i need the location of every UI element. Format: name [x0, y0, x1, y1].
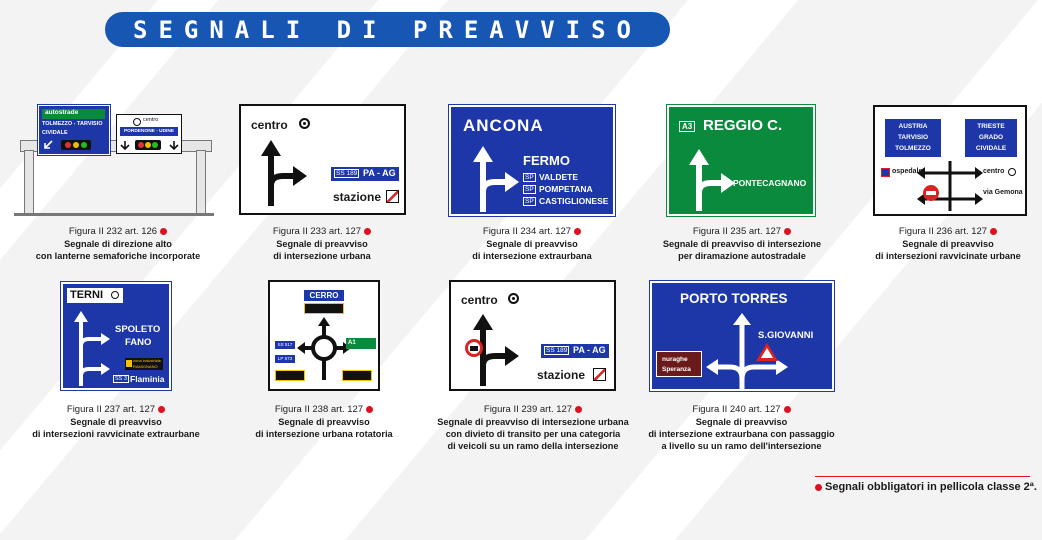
light-yellow-icon [145, 142, 151, 148]
sign-232-centro: centro [143, 117, 159, 123]
sign-237-fano: FANO [125, 337, 152, 348]
centro-target-icon [111, 291, 119, 299]
red-dot-icon [158, 406, 165, 413]
caption-desc-line: Segnale di preavviso di intersezione [662, 239, 822, 249]
caption-235 [642, 226, 842, 262]
sign-236-via: via Gemona [983, 189, 1023, 196]
sign-237-spoleto: SPOLETO [115, 324, 161, 335]
a1-badge: A1 [348, 340, 356, 346]
caption-number: Figura II 239 art. 127 [483, 404, 573, 415]
split-arrow-icon [679, 145, 739, 211]
box-line: TOLMEZZO [895, 145, 931, 152]
caption-desc-line: di intersezione extraurbana [472, 251, 592, 261]
sign-238-cerro: CERRO [309, 291, 339, 300]
blue-box-left [885, 119, 941, 157]
footer-note [815, 481, 1037, 493]
caption-239 [422, 404, 644, 452]
centro-target-icon [508, 293, 519, 304]
light-red-icon [138, 142, 144, 148]
road-panel [331, 167, 399, 181]
caption-238 [224, 404, 424, 440]
caption-desc-line: Segnale di preavviso [70, 417, 162, 427]
blue-box-right [965, 119, 1017, 157]
split-arrow-icon [463, 142, 523, 212]
sign-232-pordenone: PORDENONE - UDINE [123, 129, 175, 134]
motorway-code-badge: A3 [679, 121, 695, 132]
caption-desc-line: di intersezioni ravvicinate urbane [875, 251, 1021, 261]
sign-232-right [116, 114, 182, 154]
hospital-icon [881, 168, 890, 177]
caption-desc-line: di veicoli su un ramo della intersezione [447, 441, 619, 451]
red-dot-icon [990, 228, 997, 235]
caption-234 [432, 226, 632, 262]
red-dot-icon [575, 406, 582, 413]
sign-234-dest: VALDETE [539, 172, 579, 182]
road-destination: PA - AG [363, 168, 396, 178]
brown-line: Speranza [662, 366, 691, 373]
arrow-icon [43, 140, 53, 150]
footer-divider [815, 476, 1030, 477]
no-entry-icon [923, 185, 939, 201]
lp-panel [275, 355, 295, 363]
sign-232-line1: TOLMEZZO - TARVISIO [42, 121, 103, 127]
double-split-arrow-icon [69, 308, 119, 386]
red-dot-icon [160, 228, 167, 235]
caption-236 [848, 226, 1042, 262]
light-green-icon [81, 142, 87, 148]
caption-number: Figura II 236 art. 127 [898, 226, 988, 237]
sp-badge: SP [525, 174, 534, 181]
arrow-down-left-icon [120, 140, 130, 150]
caption-desc-line: di intersezioni ravvicinate extraurbane [32, 429, 200, 439]
ss-panel [275, 341, 295, 349]
box-line: GRADO [978, 134, 1004, 141]
no-trucks-icon [465, 339, 483, 357]
light-yellow-icon [73, 142, 79, 148]
caption-desc-line: a livello su un ramo dell'intersezione [661, 441, 822, 451]
brown-line: nuraghe [662, 356, 688, 363]
caption-desc-line: Segnale di preavviso [486, 239, 578, 249]
sign-239-stazione: stazione [537, 368, 586, 382]
traffic-light-panel-2 [135, 140, 161, 150]
red-dot-icon [364, 228, 371, 235]
road-panel [541, 344, 609, 358]
caption-desc-line: con lanterne semaforiche incorporate [35, 251, 201, 261]
traffic-light-panel [61, 140, 91, 150]
centro-target-icon [133, 118, 141, 126]
sign-236-ospedale: ospedale [892, 168, 923, 175]
lp-badge: LP 573 [277, 356, 293, 361]
pordenone-panel [120, 127, 178, 136]
sign-234 [449, 105, 615, 216]
sign-234-fermo: FERMO [523, 153, 570, 168]
cerro-panel [304, 290, 344, 301]
box-line: AUSTRIA [898, 123, 928, 130]
caption-desc-line: Segnale di preavviso di intersezione urbana [437, 417, 629, 427]
road-destination: PA - AG [573, 345, 606, 355]
level-crossing-icon [756, 343, 778, 361]
split-arrow-icon [251, 136, 311, 206]
caption-desc-line: per diramazione autostradale [678, 251, 806, 261]
road-number: SS 189 [336, 170, 358, 177]
caption-desc-line: con divieto di transito per una categoria [445, 429, 621, 439]
box-line: TRIESTE [977, 123, 1005, 130]
caption-number: Figura II 233 art. 127 [272, 226, 362, 237]
red-dot-icon [366, 406, 373, 413]
caption-240 [634, 404, 849, 452]
arrow-down-right-icon [169, 140, 179, 150]
sp-badge: SP [525, 186, 534, 193]
road-number: SS 189 [546, 347, 568, 354]
sign-238 [268, 280, 380, 391]
small-line: RAMIGNANO [133, 364, 158, 369]
yellow-panel-top [304, 303, 344, 314]
footer-text: Segnali obbligatori in pellicola classe 2ª. [825, 481, 1037, 493]
sign-236-centro: centro [983, 168, 1005, 175]
terni-panel [67, 288, 123, 303]
red-dot-icon [784, 406, 791, 413]
caption-desc-line: di intersezione urbana [273, 251, 371, 261]
box-line: CIVIDALE [975, 145, 1007, 152]
sign-233-stazione: stazione [333, 190, 382, 204]
ss-badge: SS 517 [277, 342, 293, 347]
sign-240-sgiovanni: S.GIOVANNI [758, 330, 814, 341]
autostrade-label: autostrade [45, 109, 79, 116]
industrial-icon [126, 360, 132, 367]
caption-number: Figura II 234 art. 127 [482, 226, 572, 237]
sp-badge: SP [525, 198, 534, 205]
sign-237-terni: TERNI [70, 289, 103, 301]
sign-233-centro: centro [251, 118, 288, 132]
caption-232 [18, 226, 218, 262]
sign-239 [449, 280, 616, 391]
caption-desc-line: di intersezione urbana rotatoria [255, 429, 393, 439]
train-station-icon [386, 190, 399, 203]
sign-233 [239, 104, 406, 215]
caption-237 [16, 404, 216, 440]
sign-235-reggio: REGGIO C. [703, 117, 783, 134]
caption-number: Figura II 240 art. 127 [692, 404, 781, 415]
caption-233 [222, 226, 422, 262]
small-line: zona industriale [133, 358, 162, 363]
sign-237 [61, 282, 171, 390]
caption-desc-line: Segnale di preavviso [278, 417, 370, 427]
centro-target-icon [1008, 168, 1016, 176]
red-dot-icon [574, 228, 581, 235]
page-title: SEGNALI DI PREAVVISO [105, 12, 670, 47]
caption-number: Figura II 235 art. 127 [692, 226, 782, 237]
sign-240-porto-torres: PORTO TORRES [680, 291, 788, 306]
sign-232-line2: CIVIDALE [42, 130, 68, 136]
industrial-zone-panel [125, 358, 163, 370]
sign-235-pontecagnano: PONTECAGNANO [733, 178, 807, 188]
gantry-pole-right [196, 150, 206, 216]
sign-235 [667, 105, 815, 216]
brown-tourist-panel [656, 351, 702, 377]
light-red-icon [65, 142, 71, 148]
train-station-icon [593, 368, 606, 381]
sign-234-dest: POMPETANA [539, 184, 593, 194]
red-dot-icon [815, 484, 822, 491]
gantry-pole-left [24, 150, 34, 216]
sign-234-dest: CASTIGLIONESE [539, 196, 609, 206]
a1-panel [346, 338, 376, 349]
caption-desc-line: Segnale di direzione alto [64, 239, 172, 249]
box-line: TARVISIO [897, 134, 929, 141]
caption-number: Figura II 232 art. 126 [68, 226, 158, 237]
yellow-panel-left [275, 370, 305, 381]
caption-number: Figura II 238 art. 127 [274, 404, 364, 415]
sign-239-centro: centro [461, 293, 498, 307]
caption-desc-line: di intersezione extraurbana con passaggio [648, 429, 835, 439]
caption-desc-line: Segnale di preavviso [695, 417, 788, 427]
centro-target-icon [299, 118, 310, 129]
gantry-base [14, 213, 214, 216]
sign-236 [873, 105, 1027, 216]
yellow-panel-right [342, 370, 372, 381]
red-dot-icon [784, 228, 791, 235]
sign-237-flaminia: Flaminia [130, 374, 165, 384]
caption-desc-line: Segnale di preavviso [276, 239, 368, 249]
autostrade-panel [42, 109, 105, 119]
caption-desc-line: Segnale di preavviso [902, 239, 994, 249]
ss-badge: SS 3 [115, 376, 127, 382]
light-green-icon [152, 142, 158, 148]
sign-234-ancona: ANCONA [463, 116, 544, 135]
caption-number: Figura II 237 art. 127 [66, 404, 156, 415]
sign-240 [650, 281, 834, 391]
sign-232-left [38, 105, 110, 155]
